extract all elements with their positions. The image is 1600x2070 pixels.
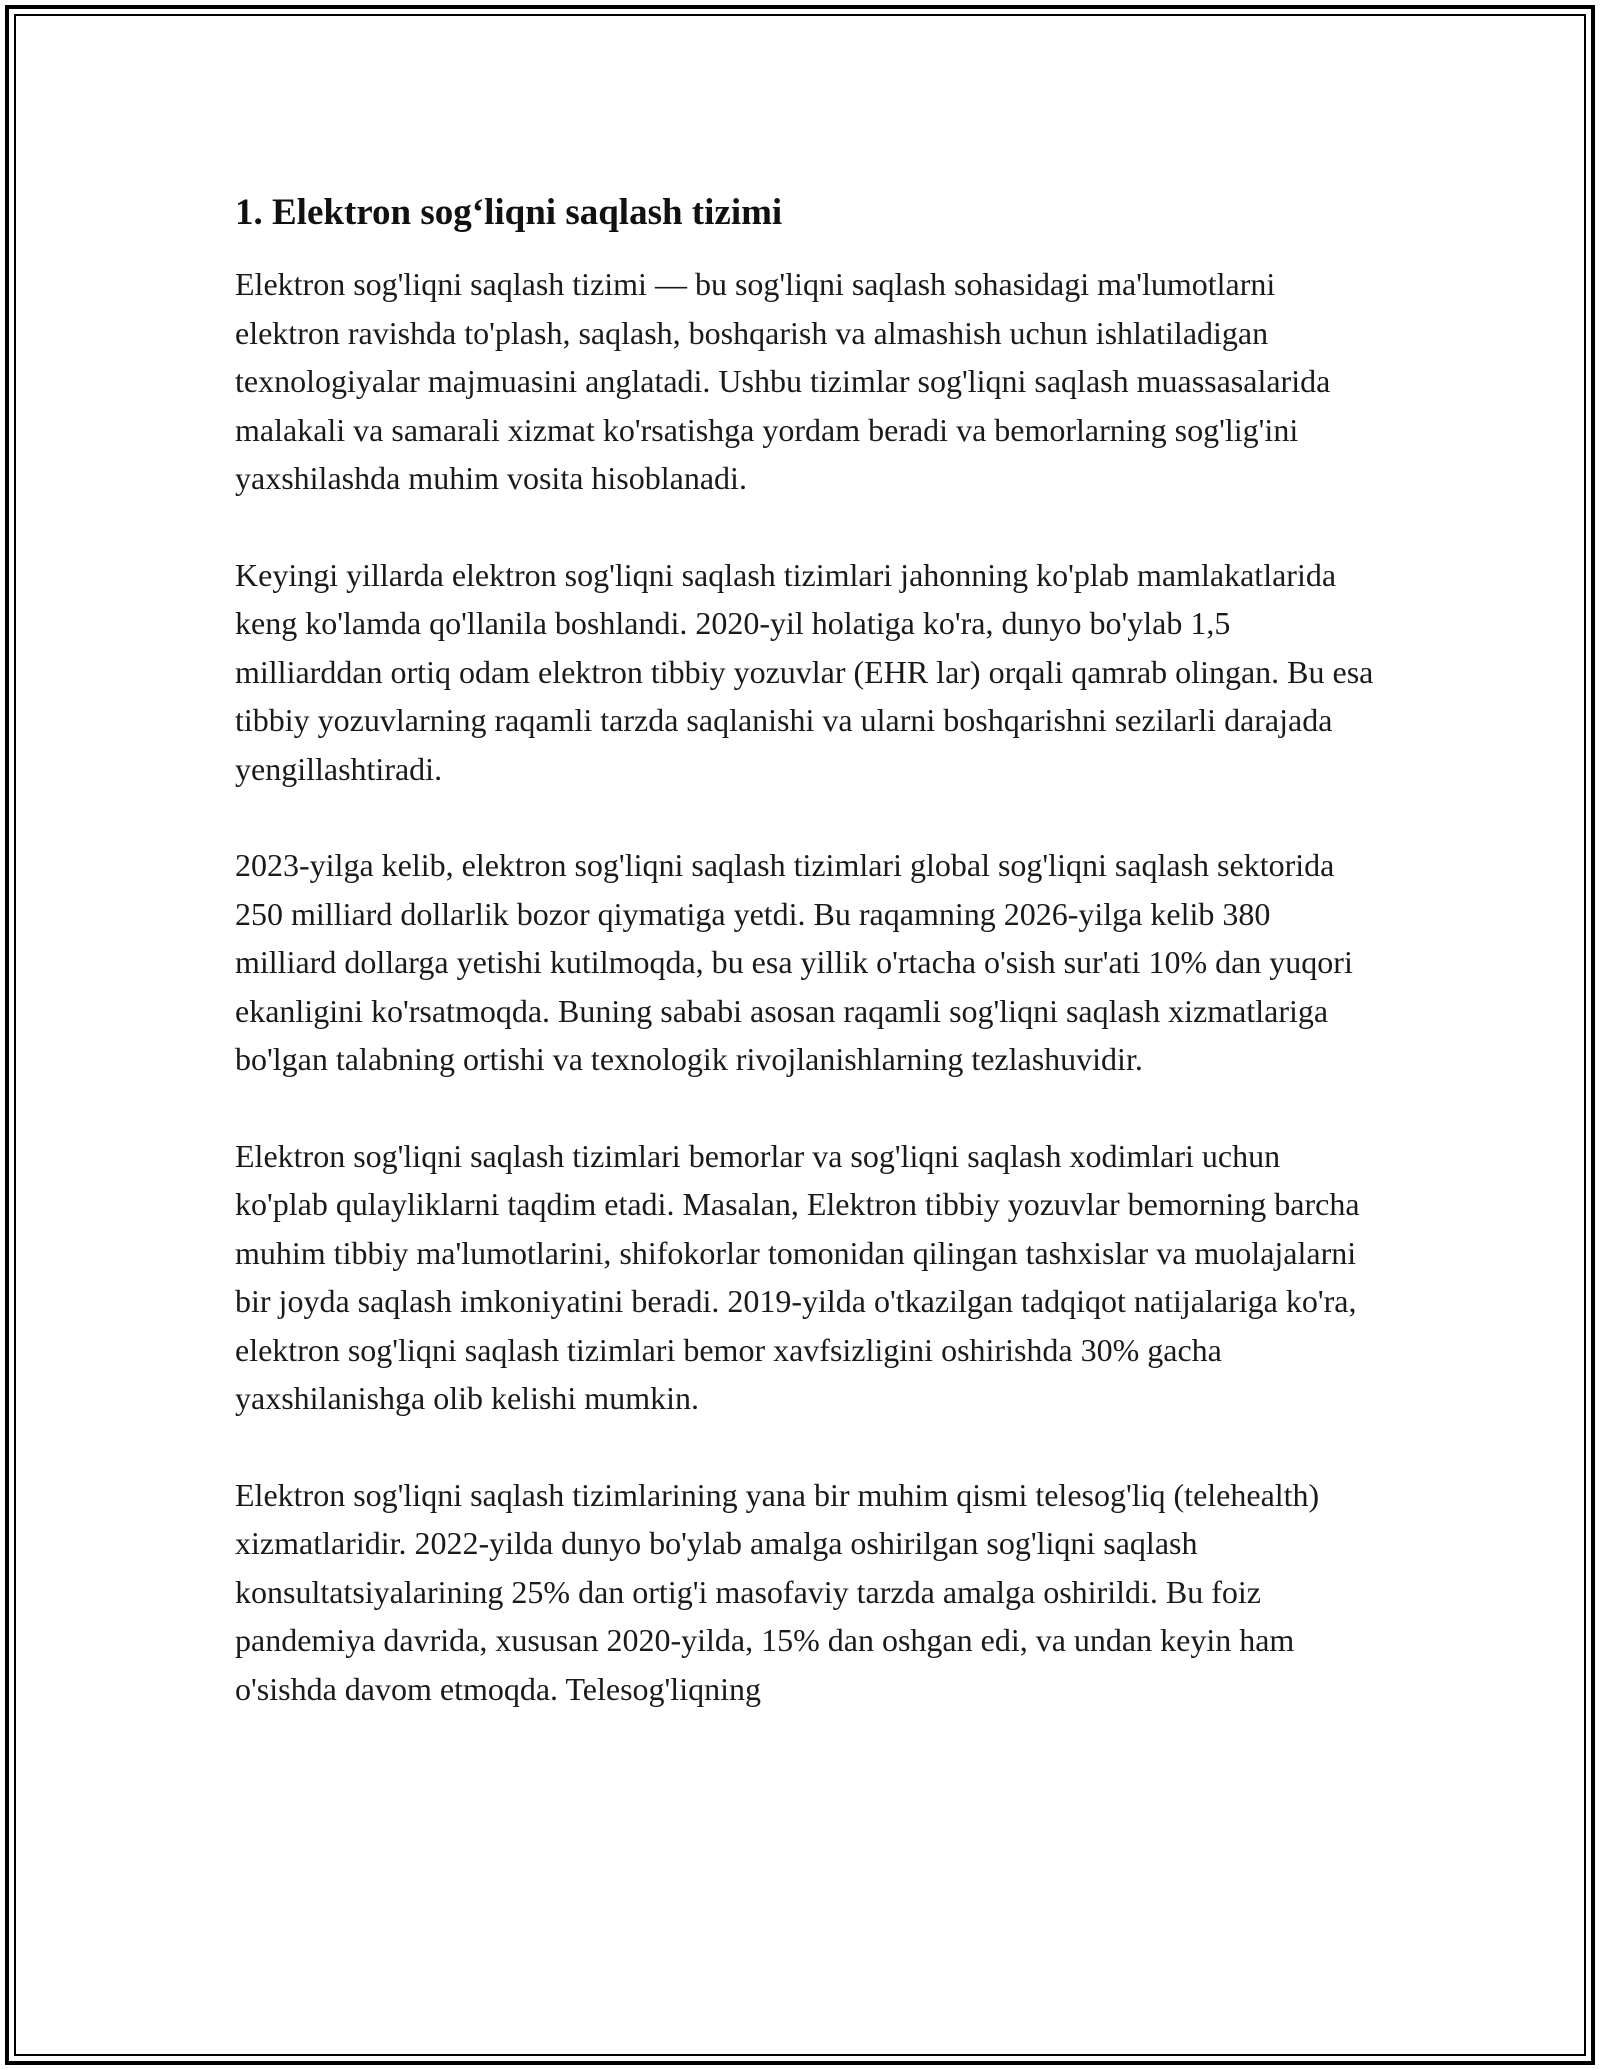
- paragraph-2: Keyingi yillarda elektron sog'liqni saqlash tizimlari jahonning ko'plab mamlakatlarida keng ko'lamda qo'llanila boshlandi. 2020-yil holatiga ko'ra, dunyo bo'ylab 1,5 milliarddan ortiq odam elektron tibbiy yozuvlar (EHR lar) orqali qamrab olingan. Bu esa tibbiy yozuvlarning raqamli tarzda saqlanishi va ularni boshqarishni sezilarli darajada yengillashtiradi.: [235, 556, 1374, 787]
- paragraph-4: Elektron sog'liqni saqlash tizimlari bemorlar va sog'liqni saqlash xodimlari uchun ko'plab qulayliklarni taqdim etadi. Masalan, Elektron tibbiy yozuvlar bemorning barcha muhim tibbiy ma'lumotlarini, shifokorlar tomonidan qilingan tashxislar va muolajalarni bir joyda saqlash imkoniyatini beradi. 2019-yilda o'tkazilgan tadqiqot natijalariga ko'ra, elektron sog'liqni saqlash tizimlari bemor xavfsizligini oshirishda 30% gacha yaxshilanishga olib kelishi mumkin.: [235, 1137, 1360, 1416]
- paragraph-5: Elektron sog'liqni saqlash tizimlarining yana bir muhim qismi telesog'liq (telehealth) xizmatlaridir. 2022-yilda dunyo bo'ylab amalga oshirilgan sog'liqni saqlash konsultatsiyalarining 25% dan ortig'i masofaviy tarzda amalga oshirildi. Bu foiz pandemiya davrida, xususan 2020-yilda, 15% dan oshgan edi, va undan keyin ham o'sishda davom etmoqda. Telesog'liqning: [235, 1476, 1320, 1707]
- paragraph-1: Elektron sog'liqni saqlash tizimi — bu sog'liqni saqlash sohasidagi ma'lumotlarni elektron ravishda to'plash, saqlash, boshqarish va almashish uchun ishlatiladigan texnologiyalar majmuasini anglatadi. Ushbu tizimlar sog'liqni saqlash muassasalarida malakali va samarali xizmat ko'rsatishga yordam beradi va bemorlarning sog'lig'ini yaxshilashda muhim vosita hisoblanadi.: [235, 266, 1331, 496]
- section-heading: 1. Elektron sog‘liqni saqlash tizimi: [235, 192, 783, 233]
- paragraph-3: 2023-yilga kelib, elektron sog'liqni saqlash tizimlari global sog'liqni saqlash sektorida 250 milliard dollarlik bozor qiymatiga yetdi. Bu raqamning 2026-yilga kelib 380 milliard dollarga yetishi kutilmoqda, bu esa yillik o'rtacha o'sish sur'ati 10% dan yuqori ekanligini ko'rsatmoqda. Buning sababi asosan raqamli sog'liqni saqlash xizmatlariga bo'lgan talabning ortishi va texnologik rivojlanishlarning tezlashuvidir.: [235, 847, 1353, 1077]
- document-body: [235, 190, 1375, 1761]
